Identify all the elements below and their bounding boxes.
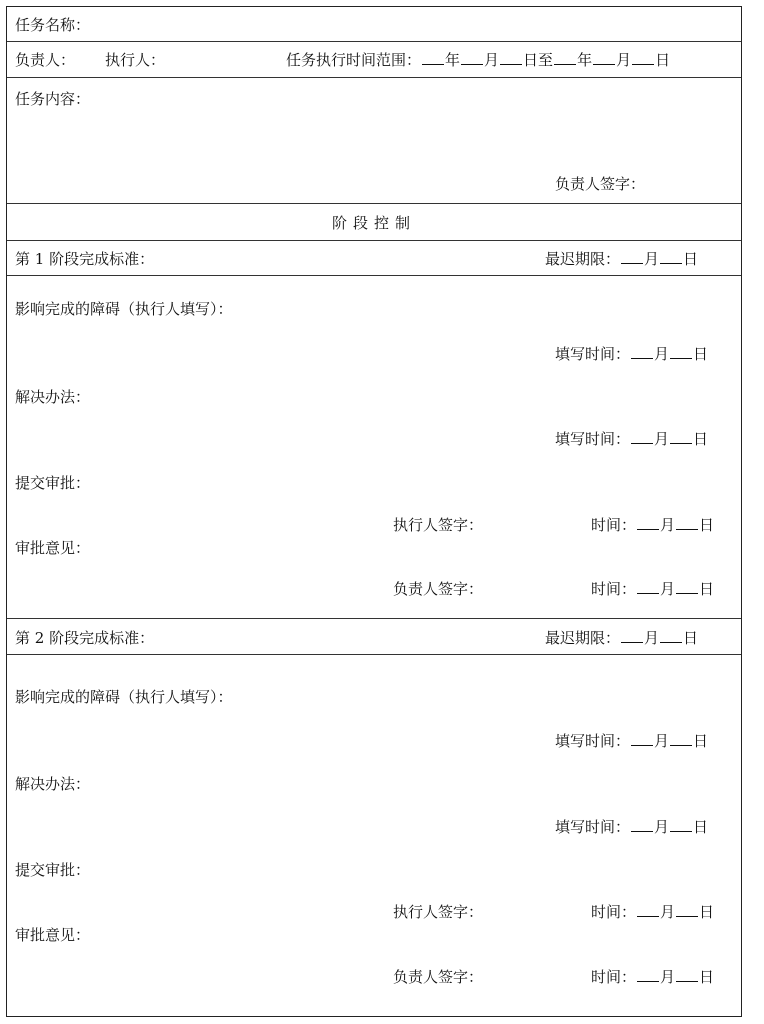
month-unit: 月 [654, 430, 670, 448]
phase-1-submit-label: 提交审批： [15, 474, 91, 492]
blank-field[interactable] [660, 628, 682, 643]
day-unit: 日 [655, 51, 671, 69]
blank-field[interactable] [637, 967, 659, 982]
time-label: 时间： [591, 968, 637, 986]
day-to-unit: 日至 [523, 51, 554, 69]
phase-2-deadline [545, 628, 698, 648]
blank-field[interactable] [676, 902, 698, 917]
divider [7, 275, 741, 276]
phase-1-owner-sign-label: 负责人签字： [393, 580, 484, 598]
blank-field[interactable] [676, 515, 698, 530]
phase-2-submit-label: 提交审批： [15, 861, 91, 879]
blank-field[interactable] [631, 429, 653, 444]
time-label: 时间： [591, 580, 637, 598]
phase-1-deadline [545, 249, 698, 269]
year-unit: 年 [577, 51, 593, 69]
blank-field[interactable] [554, 50, 576, 65]
phase-2-fill-time-1 [555, 731, 708, 751]
phase-1-obstacle-label: 影响完成的障碍（执行人填写）： [15, 300, 233, 318]
day-unit: 日 [699, 516, 715, 534]
fill-time-label: 填写时间： [555, 430, 631, 448]
blank-field[interactable] [461, 50, 483, 65]
phase-1-fill-time-2 [555, 429, 708, 449]
blank-field[interactable] [631, 731, 653, 746]
deadline-label: 最迟期限： [545, 629, 621, 647]
month-unit: 月 [654, 345, 670, 363]
day-unit: 日 [693, 430, 709, 448]
month-unit: 月 [660, 516, 676, 534]
executor-label: 执行人： [105, 51, 166, 69]
month-unit: 月 [660, 968, 676, 986]
divider [7, 654, 741, 655]
month-unit: 月 [484, 51, 500, 69]
phase-1-fill-time-1 [555, 344, 708, 364]
day-unit: 日 [699, 580, 715, 598]
divider [7, 240, 741, 241]
phase-2-solution-label: 解决办法： [15, 775, 91, 793]
blank-field[interactable] [631, 817, 653, 832]
task-name-label: 任务名称： [15, 16, 91, 34]
phase-1-executor-sign-label: 执行人签字： [393, 516, 484, 534]
phase-1-approval-label: 审批意见： [15, 539, 91, 557]
blank-field[interactable] [621, 249, 643, 264]
blank-field[interactable] [676, 967, 698, 982]
day-unit: 日 [699, 968, 715, 986]
month-unit: 月 [644, 250, 660, 268]
month-unit: 月 [616, 51, 632, 69]
phase-1-owner-time [591, 579, 714, 599]
fill-time-label: 填写时间： [555, 345, 631, 363]
blank-field[interactable] [621, 628, 643, 643]
day-unit: 日 [699, 903, 715, 921]
phase-1-executor-time [591, 515, 714, 535]
blank-field[interactable] [670, 817, 692, 832]
phase-2-executor-sign-label: 执行人签字： [393, 903, 484, 921]
blank-field[interactable] [637, 902, 659, 917]
blank-field[interactable] [637, 579, 659, 594]
divider [7, 41, 741, 42]
phase-2-fill-time-2 [555, 817, 708, 837]
divider [7, 618, 741, 619]
day-unit: 日 [693, 818, 709, 836]
phase-1-solution-label: 解决办法： [15, 388, 91, 406]
month-unit: 月 [660, 580, 676, 598]
day-unit: 日 [693, 732, 709, 750]
time-label: 时间： [591, 516, 637, 534]
blank-field[interactable] [422, 50, 444, 65]
month-unit: 月 [654, 818, 670, 836]
phase-control-title: 阶段控制 [331, 214, 416, 232]
task-content-label: 任务内容： [15, 90, 91, 108]
phase-2-executor-time [591, 902, 714, 922]
owner-label: 负责人： [15, 51, 76, 69]
phase-2-owner-time [591, 967, 714, 987]
blank-field[interactable] [670, 344, 692, 359]
day-unit: 日 [683, 629, 699, 647]
blank-field[interactable] [676, 579, 698, 594]
divider [7, 203, 741, 204]
time-range-label: 任务执行时间范围： [286, 51, 422, 69]
fill-time-label: 填写时间： [555, 818, 631, 836]
blank-field[interactable] [670, 731, 692, 746]
time-range [286, 50, 670, 70]
day-unit: 日 [693, 345, 709, 363]
month-unit: 月 [654, 732, 670, 750]
blank-field[interactable] [593, 50, 615, 65]
divider [7, 77, 741, 78]
phase-2-obstacle-label: 影响完成的障碍（执行人填写）： [15, 688, 233, 706]
month-unit: 月 [660, 903, 676, 921]
day-unit: 日 [683, 250, 699, 268]
owner-sign-label: 负责人签字： [555, 175, 646, 193]
blank-field[interactable] [631, 344, 653, 359]
month-unit: 月 [644, 629, 660, 647]
blank-field[interactable] [500, 50, 522, 65]
task-control-form [6, 6, 742, 1017]
year-unit: 年 [445, 51, 461, 69]
blank-field[interactable] [660, 249, 682, 264]
phase-2-owner-sign-label: 负责人签字： [393, 968, 484, 986]
phase-2-standard-label: 第 2 阶段完成标准： [15, 629, 155, 647]
blank-field[interactable] [670, 429, 692, 444]
phase-2-approval-label: 审批意见： [15, 926, 91, 944]
deadline-label: 最迟期限： [545, 250, 621, 268]
phase-1-standard-label: 第 1 阶段完成标准： [15, 250, 155, 268]
blank-field[interactable] [632, 50, 654, 65]
fill-time-label: 填写时间： [555, 732, 631, 750]
time-label: 时间： [591, 903, 637, 921]
blank-field[interactable] [637, 515, 659, 530]
